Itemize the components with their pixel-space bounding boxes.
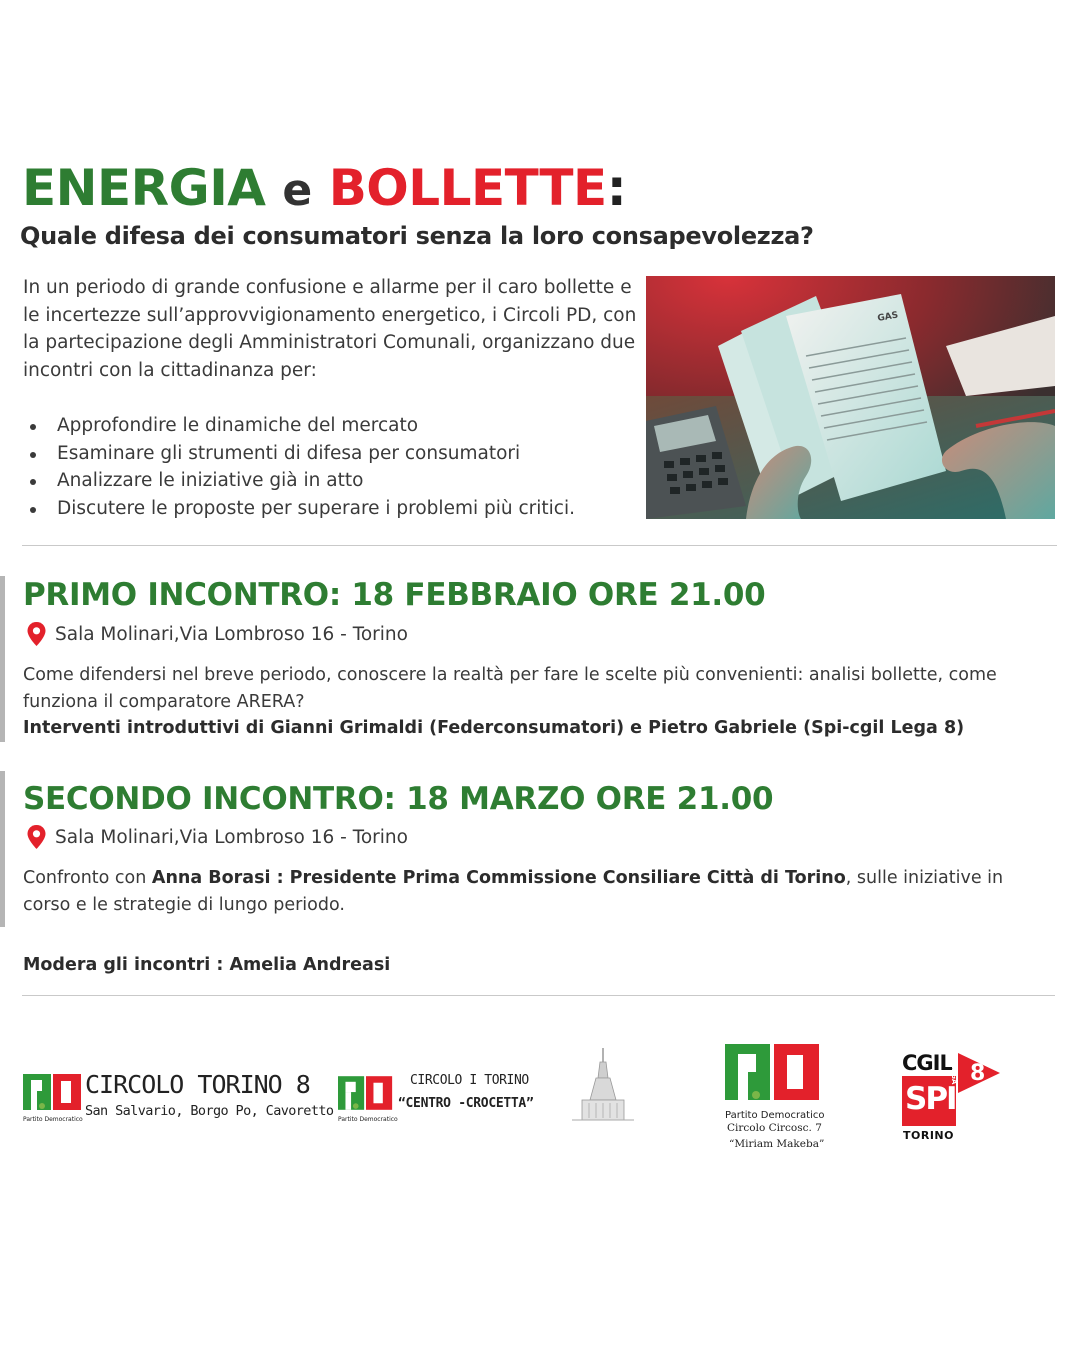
event2-description-bold: Anna Borasi : Presidente Prima Commissione Consiliare Città di Torino	[151, 868, 846, 888]
bills-photo	[646, 276, 1055, 519]
photo-bill-label: GAS	[876, 310, 900, 324]
title-colon: :	[606, 159, 627, 217]
intro-paragraph: In un periodo di grande confusione e allarme per il caro bollette e le incertezze sull’approvvigionamento energetico, i Circoli PD, con la partecipazione degli Amministratori Comunali, organizzano due incontri con la cittadinanza per:	[23, 277, 637, 381]
list-item: Approfondire le dinamiche del mercato	[23, 412, 643, 440]
event1-description: Come difendersi nel breve periodo, conoscere la realtà per fare le scelte più convenienti: analisi bollette, come funziona il comparatore ARERA?	[23, 665, 997, 712]
event-accent-bar	[0, 576, 5, 742]
title-bollette: BOLLETTE	[328, 159, 607, 217]
goals-list	[23, 412, 643, 523]
cgil-top: CGIL	[902, 1051, 952, 1075]
list-item: Discutere le proposte per superare i problemi più critici.	[23, 495, 643, 523]
circolo8-area: San Salvario, Borgo Po, Cavoretto	[85, 1103, 334, 1119]
divider	[22, 545, 1057, 546]
circolo1-line1: CIRCOLO I TORINO	[410, 1073, 529, 1088]
event2-description	[23, 865, 1033, 918]
spi-mid: SPI	[905, 1081, 956, 1117]
circolo1-line2: “CENTRO -CROCETTA”	[398, 1096, 534, 1111]
event2-location-text: Sala Molinari,Via Lombroso 16 - Torino	[55, 826, 408, 848]
map-pin-icon	[27, 622, 46, 646]
event2-description-prefix: Confronto con	[23, 868, 152, 888]
event2-location	[27, 825, 408, 849]
pd-logo	[23, 1072, 83, 1123]
pd-logo-caption: Partito Democratico	[23, 1116, 83, 1123]
event1-location	[27, 622, 408, 646]
page-subtitle: Quale difesa dei consumatori senza la loro consapevolezza?	[20, 222, 814, 250]
pd-logo	[338, 1074, 398, 1123]
event1-title: PRIMO INCONTRO: 18 FEBBRAIO ORE 21.00	[23, 577, 766, 613]
event1-location-text: Sala Molinari,Via Lombroso 16 - Torino	[55, 623, 408, 645]
pd-logo-caption: Partito Democratico	[725, 1110, 825, 1121]
cgil-lega: LEGA	[950, 1064, 958, 1085]
cgil-number: 8	[970, 1061, 986, 1086]
divider	[22, 995, 1055, 996]
list-item: Esaminare gli strumenti di difesa per consumatori	[23, 440, 643, 468]
circolo7-line1: Circolo Circosc. 7	[727, 1122, 822, 1134]
pd-logo-caption: Partito Democratico	[338, 1116, 398, 1123]
map-pin-icon	[27, 825, 46, 849]
page-title	[22, 158, 626, 221]
title-energia: ENERGIA	[22, 159, 266, 217]
list-item: Analizzare le iniziative già in atto	[23, 467, 643, 495]
event1-speakers: Interventi introduttivi di Gianni Grimaldi (Federconsumatori) e Pietro Gabriele (Spi-cgil Lega 8)	[23, 718, 965, 738]
moderator-text: Modera gli incontri : Amelia Andreasi	[23, 955, 391, 975]
circolo7-line2: “Miriam Makeba”	[729, 1138, 825, 1150]
mole-antonelliana-icon	[572, 1048, 634, 1122]
event2-description-suffix: , sulle iniziative in corso e le strategie di lungo periodo.	[23, 868, 1004, 915]
event2-title: SECONDO INCONTRO: 18 MARZO ORE 21.00	[23, 781, 774, 817]
title-conjunction: e	[282, 165, 312, 216]
event-accent-bar	[0, 771, 5, 927]
cgil-bottom: TORINO	[903, 1129, 954, 1142]
circolo8-name: CIRCOLO TORINO 8	[85, 1070, 310, 1099]
